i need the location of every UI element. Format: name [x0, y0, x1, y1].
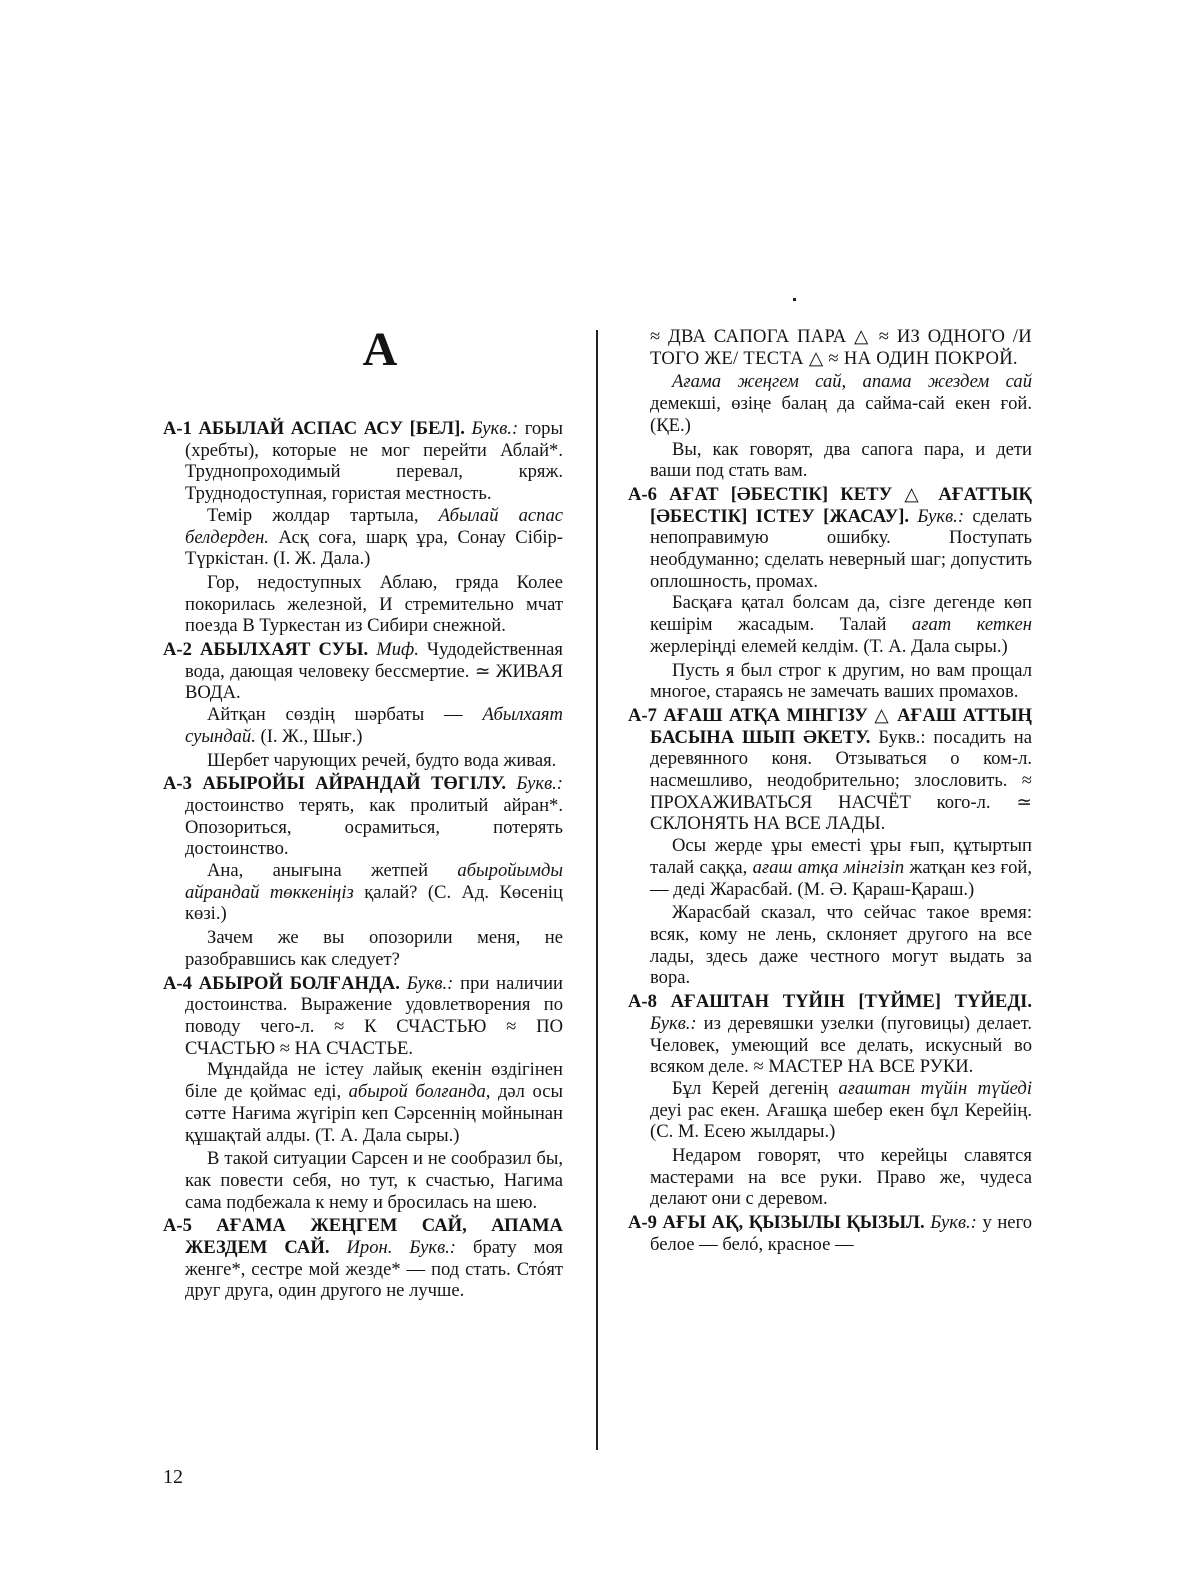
definition: горы (хребты), которые не мог перейти Аблай*. Труднопроходимый перевал, кряж. Труднодоступная, гористая местность. [185, 418, 563, 505]
translation: Жарасбай сказал, что сейчас такое время: всяк, кому не лень, склоняет другого на все лады, здесь даже честного могут выдать за вора. [650, 902, 1032, 989]
equivalents: ≈ ДВА САПОГА ПАРА △ ≈ ИЗ ОДНОГО /И ТОГО ЖЕ/ ТЕСТА △ ≈ НА ОДИН ПОКРОЙ. [650, 326, 1032, 369]
entry-a3 [163, 773, 563, 860]
headword: АБЫЛХАЯТ СУЫ. [199, 639, 369, 661]
translation: В такой ситуации Сарсен и не сообразил бы, как повести себя, но тут, к счастью, Нагима сама подбежала к нему и бросилась на шею. [185, 1148, 563, 1213]
example-kazakh: Басқаға қатал болсам да, сізге дегенде көп кешірім жасадым. Талай ағат кеткен жерлеріңді елемей келдім. (Т. А. Дала сыры.) [650, 592, 1032, 657]
definition: сделать непоправимую ошибку. Поступать необдуманно; сделать неверный шаг; допустить оплошность, промах. [650, 505, 1032, 592]
definition: при наличии достоинства. Выражение удовлетворения по поводу чего-л. ≈ К СЧАСТЬЮ ≈ ПО СЧАСТЬЮ ≈ НА СЧАСТЬЕ. [185, 972, 564, 1059]
headword: АҒАТ [ӘБЕСТІК] КЕТУ △ АҒАТТЫҚ [ӘБЕСТІК] ІСТЕУ [ЖАСАУ]. [650, 483, 1032, 527]
page-number: 12 [163, 1466, 183, 1488]
def-label: Букв.: [409, 1237, 456, 1259]
example-kazakh: Ана, анығына жетпей абыройымды айрандай төккеніңіз қалай? (С. Ад. Көсеніц көзі.) [185, 860, 563, 925]
translation: Шербет чарующих речей, будто вода живая. [207, 749, 557, 771]
headword: АҒАШТАН ТҮЙІН [ТҮЙМЕ] ТҮЙЕДІ. [670, 991, 1032, 1013]
label: Ирон. [346, 1237, 393, 1259]
definition: брату моя женге*, сестре мой жезде* — под стать. Стóят друг друга, один другого не лучше. [185, 1237, 563, 1302]
section-letter: А [362, 323, 398, 376]
headword: АБЫЛАЙ АСПАС АСУ [БЕЛ]. [198, 418, 465, 439]
example-kazakh: Ағама жеңгем сай, апама жездем сай демекші, өзіңе балаң да саймa-сай екен ғой. (ҚЕ.) [650, 371, 1032, 436]
entry-a1 [163, 418, 563, 505]
definition: Букв.: посадить на деревянного коня. Отзываться о ком-л. насмешливо, неодобрительно; злословить. ≈ ПРОХАЖИВАТЬСЯ НАСЧЁТ кого-л. ≃ СКЛОНЯТЬ НА ВСЕ ЛАДЫ. [650, 726, 1032, 835]
example-kazakh: Мұндайда не істеу лайық екенін өздігінен біле де қоймас еді, абырой болғанда, дәл осы сәтте Нағима жүгіріп кеп Сәрсеннің мойнынан құшақтай алды. (Т. А. Дала сыры.) [185, 1059, 563, 1146]
example-kazakh: Айтқан сөздің шәрбаты — Абылхаят суындай. (І. Ж., Шығ.) [185, 704, 563, 747]
definition: Чудодейственная вода, дающая человеку бессмертие. ≃ ЖИВАЯ ВОДА. [185, 639, 563, 704]
entry-a4 [163, 973, 563, 1060]
def-label: Букв.: [516, 773, 563, 795]
translation: Пусть я был строг к другим, но вам прощал многое, стараясь не замечать ваших промахов. [650, 659, 1032, 703]
entry-a9 [628, 1212, 1032, 1255]
def-label: Букв.: [650, 1012, 697, 1034]
entry-number: А-7 [628, 704, 657, 726]
entry-number: А-4 [163, 972, 192, 994]
right-column [628, 326, 1032, 1256]
example-kazakh: Темір жолдар тартыла, Абылай аспас белдерден. Асқ соға, шарқ ұра, Сонау Сібір-Түркістан. (І. Ж. Дала.) [185, 504, 564, 570]
entry-number: А-2 [163, 639, 192, 661]
entry-a8 [628, 991, 1032, 1078]
entry-a5 [163, 1215, 563, 1302]
headword: АҒАМА ЖЕҢГЕМ САЙ, АПАМА ЖЕЗДЕМ САЙ. [185, 1215, 563, 1259]
headword: АҒАШ АТҚА МІНГІЗУ △ АҒАШ АТТЫҢ БАСЫНА ШЫП ӘКЕТУ. [650, 704, 1032, 748]
entry-number: А-3 [163, 773, 192, 795]
entry-number: А-9 [628, 1212, 657, 1234]
example-kazakh: Осы жерде ұры еместі ұры ғып, құтыртып талай саққа, ағаш атқа мінгізіп жатқан кез ғой,— деді Жарасбай. (М. Ә. Қараш-Қараш.) [650, 835, 1033, 900]
label: Миф. [376, 639, 419, 661]
stray-dot [793, 298, 796, 301]
def-label: Букв.: [471, 418, 519, 439]
entry-a7 [628, 705, 1032, 835]
def-label: Букв.: [917, 505, 965, 527]
headword: АБЫРОЙЫ АЙРАНДАЙ ТӨГІЛУ. [202, 773, 506, 795]
definition: из деревяшки узелки (пуговицы) делает. Человек, умеющий все делать, искусный во всяком деле. ≈ МАСТЕР НА ВСЕ РУКИ. [650, 1012, 1032, 1078]
left-column [163, 418, 563, 1302]
entry-number: А-1 [163, 418, 192, 439]
definition: достоинство терять, как пролитый айран*. Опозориться, осрамиться, потерять достоинство. [185, 794, 563, 860]
translation: Недаром говорят, что керейцы славятся мастерами на все руки. Право же, чудеса делают они с деревом. [650, 1145, 1032, 1210]
entry-a6 [628, 484, 1032, 593]
column-divider [596, 330, 598, 1450]
entry-a2 [163, 639, 563, 704]
translation: Вы, как говорят, два сапога пара, и дети ваши под стать вам. [650, 438, 1032, 482]
headword: АҒЫ АҚ, ҚЫЗЫЛЫ ҚЫЗЫЛ. [662, 1212, 925, 1234]
definition: у него белое — белó, красное — [650, 1212, 1033, 1255]
translation: Гор, недоступных Аблаю, гряда Колее покорилась железной, И стремительно мчат поезда В Туркестан из Сибири снежной. [185, 571, 563, 637]
headword: АБЫРОЙ БОЛҒАНДА. [198, 972, 400, 994]
translation: Зачем же вы опозорили меня, не разобравшись как следует? [185, 927, 563, 970]
entry-number: А-8 [628, 991, 657, 1013]
entry-number: А-5 [163, 1215, 192, 1237]
entry-number: А-6 [628, 483, 657, 505]
example-kazakh: Бұл Керей дегенің ағаштан түйін түйеді деуі рас екен. Ағашқа шебер екен бұл Керейің. (С. М. Есею жылдары.) [650, 1077, 1032, 1143]
def-label: Букв.: [406, 972, 454, 994]
def-label: Букв.: [930, 1212, 977, 1234]
